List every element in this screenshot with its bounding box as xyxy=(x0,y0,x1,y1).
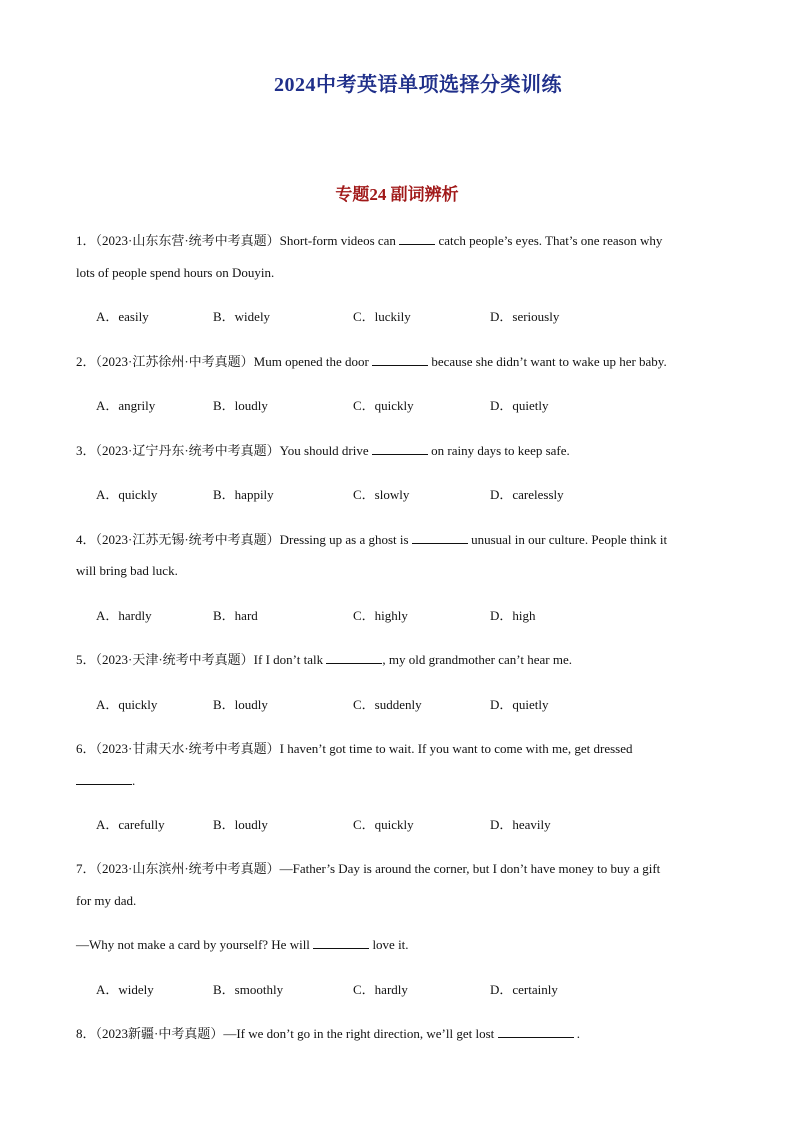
question-7-options xyxy=(96,981,716,998)
question-text: , my old grandmother can’t hear me. xyxy=(382,652,573,667)
option-c[interactable]: C．slowly xyxy=(353,487,410,502)
question-1-line-2: lots of people spend hours on Douyin. xyxy=(76,265,275,280)
question-4-options xyxy=(96,607,716,624)
question-text: unusual in our culture. People think it xyxy=(467,532,668,547)
question-source: 4．（2023·江苏无锡·统考中考真题） xyxy=(76,532,280,547)
question-text: catch people’s eyes. That’s one reason why xyxy=(435,233,663,248)
question-text: on rainy days to keep safe. xyxy=(427,443,570,458)
answer-blank xyxy=(412,532,468,544)
option-d[interactable]: D．carelessly xyxy=(490,487,564,502)
question-source: 5．（2023·天津·统考中考真题） xyxy=(76,652,254,667)
question-7 xyxy=(76,860,716,877)
option-d[interactable]: D．heavily xyxy=(490,817,551,832)
option-a[interactable]: A．quickly xyxy=(96,487,158,502)
option-a[interactable]: A．angrily xyxy=(96,398,156,413)
answer-blank xyxy=(313,937,369,949)
option-d[interactable]: D．quietly xyxy=(490,398,549,413)
option-b[interactable]: B．loudly xyxy=(213,697,268,712)
question-text: . xyxy=(132,773,136,788)
answer-blank xyxy=(372,354,428,366)
option-b[interactable]: B．happily xyxy=(213,487,274,502)
question-6-options xyxy=(96,816,716,833)
option-c[interactable]: C．luckily xyxy=(353,309,411,324)
answer-blank xyxy=(326,652,382,664)
section-subtitle: 专题24 副词辨析 xyxy=(335,185,459,204)
question-6-line-2 xyxy=(76,772,716,789)
option-d[interactable]: D．high xyxy=(490,608,536,623)
question-source: 7．（2023·山东滨州·统考中考真题） xyxy=(76,861,280,876)
question-source: 3．（2023·辽宁丹东·统考中考真题） xyxy=(76,443,280,458)
question-text: Dressing up as a ghost is xyxy=(279,532,412,547)
answer-blank xyxy=(76,773,132,785)
question-4 xyxy=(76,531,716,548)
question-text: . xyxy=(573,1026,580,1041)
question-1-options xyxy=(96,308,716,325)
option-a[interactable]: A．hardly xyxy=(96,608,152,623)
option-a[interactable]: A．easily xyxy=(96,309,149,324)
option-b[interactable]: B．widely xyxy=(213,309,271,324)
question-text: because she didn’t want to wake up her baby. xyxy=(428,354,667,369)
question-source: 2．（2023·江苏徐州·中考真题） xyxy=(76,354,254,369)
main-title: 2024中考英语单项选择分类训练 xyxy=(274,74,562,96)
question-2 xyxy=(76,353,716,370)
option-a[interactable]: A．quickly xyxy=(96,697,158,712)
question-source: 8．（2023新疆·中考真题） xyxy=(76,1026,224,1041)
question-4-line-2: will bring bad luck. xyxy=(76,563,178,578)
question-text: Short-form videos can xyxy=(279,233,400,248)
question-text: I haven’t got time to wait. If you want to come with me, get dressed xyxy=(279,741,633,756)
option-c[interactable]: C．suddenly xyxy=(353,697,422,712)
question-6 xyxy=(76,740,716,757)
option-b[interactable]: B．loudly xyxy=(213,817,268,832)
answer-blank xyxy=(399,233,435,245)
question-text: —If we don’t go in the right direction, we’ll get lost xyxy=(223,1026,498,1041)
question-text: —Why not make a card by yourself? He will xyxy=(76,937,314,952)
question-text: You should drive xyxy=(279,443,372,458)
question-text: If I don’t talk xyxy=(253,652,327,667)
option-c[interactable]: C．hardly xyxy=(353,982,408,997)
answer-blank xyxy=(498,1026,574,1038)
option-c[interactable]: C．quickly xyxy=(353,817,414,832)
question-1 xyxy=(76,232,716,249)
option-b[interactable]: B．loudly xyxy=(213,398,268,413)
option-a[interactable]: A．widely xyxy=(96,982,154,997)
question-text: love it. xyxy=(369,937,409,952)
question-5 xyxy=(76,651,716,668)
question-7-line-3 xyxy=(76,936,716,953)
question-source: 6．（2023·甘肃天水·统考中考真题） xyxy=(76,741,280,756)
question-5-options xyxy=(96,696,716,713)
option-c[interactable]: C．highly xyxy=(353,608,408,623)
option-d[interactable]: D．certainly xyxy=(490,982,558,997)
option-b[interactable]: B．hard xyxy=(213,608,258,623)
question-3 xyxy=(76,442,716,459)
question-source: 1．（2023·山东东营·统考中考真题） xyxy=(76,233,280,248)
option-d[interactable]: D．seriously xyxy=(490,309,560,324)
question-8 xyxy=(76,1025,716,1042)
option-d[interactable]: D．quietly xyxy=(490,697,549,712)
question-3-options xyxy=(96,486,716,503)
question-2-options xyxy=(96,397,716,414)
answer-blank xyxy=(372,443,428,455)
option-a[interactable]: A．carefully xyxy=(96,817,165,832)
question-7-line-2: for my dad. xyxy=(76,893,137,908)
option-b[interactable]: B．smoothly xyxy=(213,982,284,997)
question-text: Mum opened the door xyxy=(253,354,373,369)
option-c[interactable]: C．quickly xyxy=(353,398,414,413)
question-text: —Father’s Day is around the corner, but I don’t have money to buy a gift xyxy=(279,861,661,876)
